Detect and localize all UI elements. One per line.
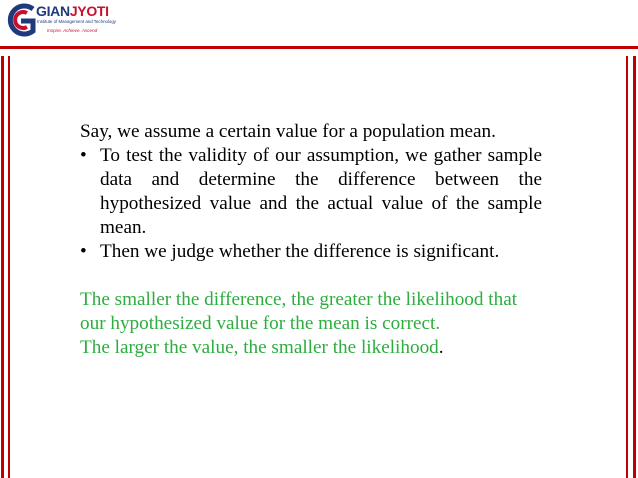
bullet-icon: •	[80, 241, 87, 262]
gianjyoti-logo-mark-icon	[3, 3, 37, 37]
intro-text: Say, we assume a certain value for a population mean.	[80, 121, 496, 142]
bullet-item	[80, 144, 542, 240]
bullet-text: To test the validity of our assumption, we gather sample data and determine the difference between the hypothesized value and the actual value of the sample mean.	[100, 145, 542, 238]
left-border-inner	[8, 56, 10, 478]
right-border-inner	[626, 56, 628, 478]
bullet-item	[80, 240, 542, 264]
bullet-icon: •	[80, 145, 87, 166]
logo-tagline: Inspire. Achieve. Ascend	[47, 28, 98, 33]
logo-subtitle: Institute of Management and Technology	[37, 19, 117, 24]
spacer	[80, 264, 542, 288]
slide-body	[80, 120, 542, 360]
conclusion-text-2-main: The larger the value, the smaller the likelihood	[80, 337, 439, 358]
logo	[3, 3, 123, 39]
bullet-text: Then we judge whether the difference is significant.	[100, 241, 500, 262]
conclusion-text-1: The smaller the difference, the greater the likelihood that our hypothesized value for the mean is correct.	[80, 289, 518, 334]
conclusion-text-2	[80, 336, 542, 360]
conclusion-period: .	[438, 337, 444, 358]
left-border-outer	[1, 56, 4, 478]
header-divider	[0, 46, 638, 49]
right-border-outer	[633, 56, 636, 478]
bullet-list	[80, 144, 542, 264]
logo-name: GIANJYOTI	[36, 3, 109, 19]
